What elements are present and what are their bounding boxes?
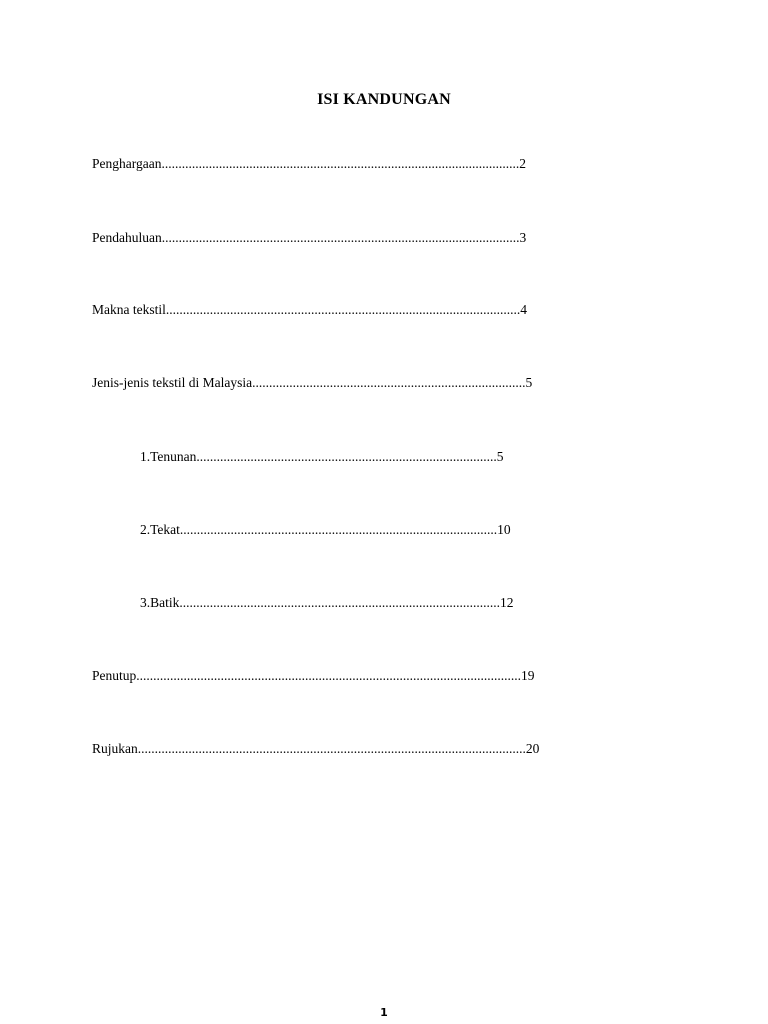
page-title: ISI KANDUNGAN <box>317 91 451 108</box>
toc-leader-dots: .............................................................................................. <box>179 522 498 537</box>
toc-entry-label: Makna tekstil <box>92 302 166 317</box>
toc-entry-label: 2.Tekat <box>140 522 180 537</box>
toc-leader-dots: ................................................................................................................... <box>137 741 526 756</box>
toc-entry-makna-tekstil <box>92 302 527 318</box>
toc-entry-label: Jenis-jenis tekstil di Malaysia <box>92 375 253 390</box>
footer-page-number: 1 <box>380 1006 388 1019</box>
toc-entry-rujukan <box>92 741 539 757</box>
toc-entry-page: 19 <box>521 668 535 683</box>
toc-entry-page: 5 <box>496 449 504 464</box>
toc-entry-label: Penghargaan <box>92 156 162 171</box>
toc-entry-penutup <box>92 668 535 684</box>
toc-entry-penghargaan <box>92 156 526 172</box>
toc-entry-label: Penutup <box>92 668 137 683</box>
toc-subentry-tenunan <box>140 449 504 465</box>
toc-entry-label: 3.Batik <box>140 595 180 610</box>
toc-entry-pendahuluan <box>92 230 526 246</box>
toc-subentry-batik <box>140 595 514 611</box>
toc-subentry-tekat <box>140 522 511 538</box>
toc-entry-page: 12 <box>500 595 514 610</box>
toc-entry-label: Rujukan <box>92 741 138 756</box>
toc-leader-dots: ............................................................................................... <box>179 595 500 610</box>
toc-leader-dots: .................................................................................................................. <box>136 668 522 683</box>
toc-leader-dots: .......................................................................................................... <box>161 230 520 245</box>
toc-leader-dots: ......................................................................................... <box>196 449 497 464</box>
toc-entry-page: 10 <box>497 522 511 537</box>
toc-leader-dots: ................................................................................. <box>252 375 526 390</box>
toc-entry-jenis-tekstil <box>92 375 532 391</box>
toc-entry-page: 2 <box>519 156 526 171</box>
toc-entry-page: 3 <box>519 230 527 245</box>
toc-entry-label: 1.Tenunan <box>140 449 197 464</box>
toc-entry-page: 20 <box>525 741 540 756</box>
toc-leader-dots: .......................................................................................................... <box>161 156 520 171</box>
toc-entry-label: Pendahuluan <box>92 230 162 245</box>
toc-entry-page: 5 <box>525 375 533 390</box>
toc-entry-page: 4 <box>520 302 527 317</box>
toc-leader-dots: ......................................................................................................... <box>165 302 521 317</box>
